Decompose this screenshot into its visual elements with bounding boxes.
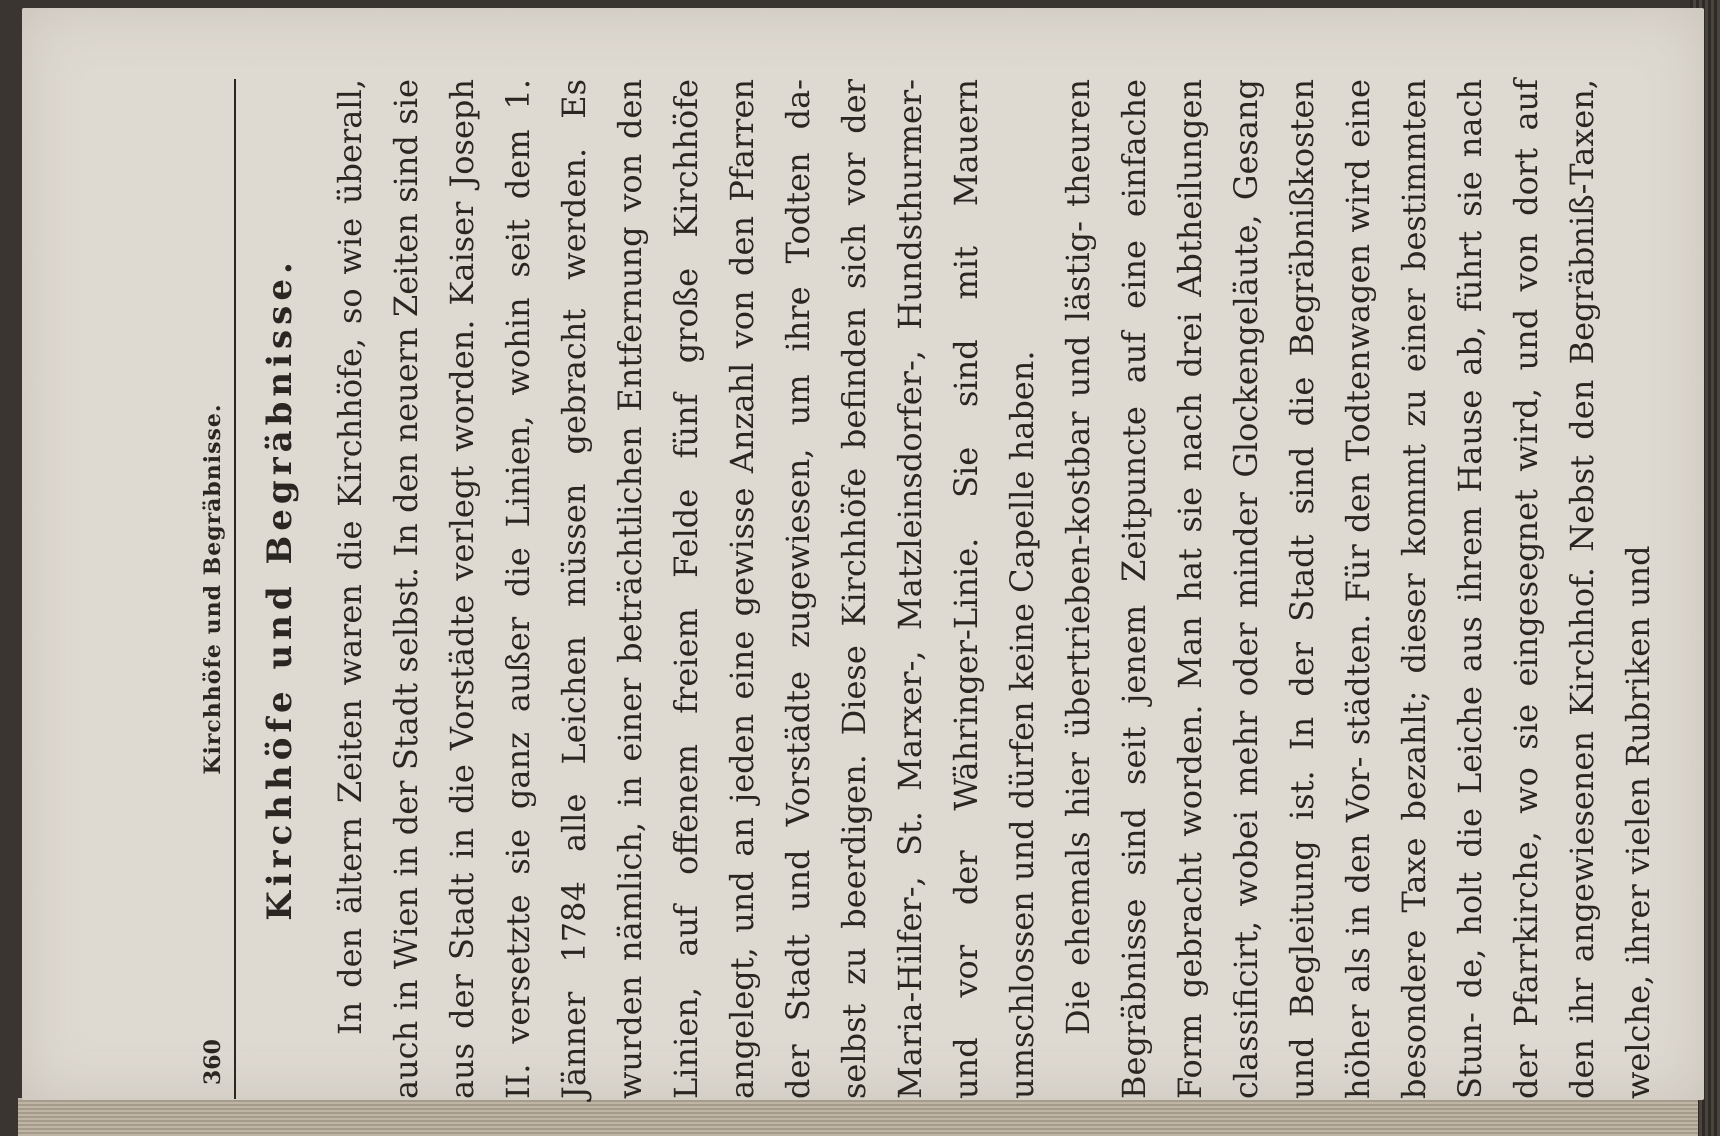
book-page (22, 8, 1704, 1100)
section-title: Kirchhöfe und Begräbnisse. (260, 257, 300, 921)
page-number: 360 (200, 1039, 226, 1085)
page-header (176, 79, 236, 1099)
page-body (250, 79, 1657, 1099)
rotated-text-block (176, 79, 1720, 1099)
paragraph-2: Die ehemals hier übertrieben-kostbar und lästig- theuren Begräbnisse sind seit jenem Zeitpuncte auf eine einfache Form gebracht worden. Man hat sie nach drei Abtheilungen classificirt, wobei mehr oder minder Glockengeläute, Gesang und Begleitung ist. In der Stadt sind die Begräbnißkosten höher als in den Vor- städten. Für den Todtenwagen wird eine besondere Taxe bezahlt; dieser kommt zu einer bestimmten Stun- de, holt die Leiche aus ihrem Hause ab, führt sie nach der Pfarrkirche, wo sie eingesegnet wird, und von dort auf den ihr angewiesenen Kirchhof. Nebst den Begräbniß-Taxen, welche, ihrer vielen Rubriken und (1059, 79, 1657, 1099)
paragraph-1: In den ältern Zeiten waren die Kirchhöfe, so wie überall, auch in Wien in der Stadt selbst. In den neuern Zeiten sind sie aus der Stadt in die Vorstädte verlegt worden. Kaiser Joseph II. versetzte sie ganz außer die Linien, wohin seit dem 1. Jänner 1784 alle Leichen müssen gebracht werden. Es wurden nämlich, in einer beträchtlichen Entfernung von den Linien, auf offenem freiem Felde fünf große Kirchhöfe angelegt, und an jeden eine gewisse Anzahl von den Pfarren der Stadt und Vorstädte zugewiesen, um ihre Todten da- selbst zu beerdigen. Diese Kirchhöfe befinden sich vor der Maria-Hilfer-, St. Marxer-, Matzleinsdorfer-, Hundsthurmer- und vor der Währinger-Linie. Sie sind mit Mauern umschlossen und dürfen keine Capelle haben. (331, 79, 1041, 1099)
running-head: Kirchhöfe und Begräbnisse. (200, 403, 226, 775)
page-stack-edge (18, 1098, 1698, 1136)
